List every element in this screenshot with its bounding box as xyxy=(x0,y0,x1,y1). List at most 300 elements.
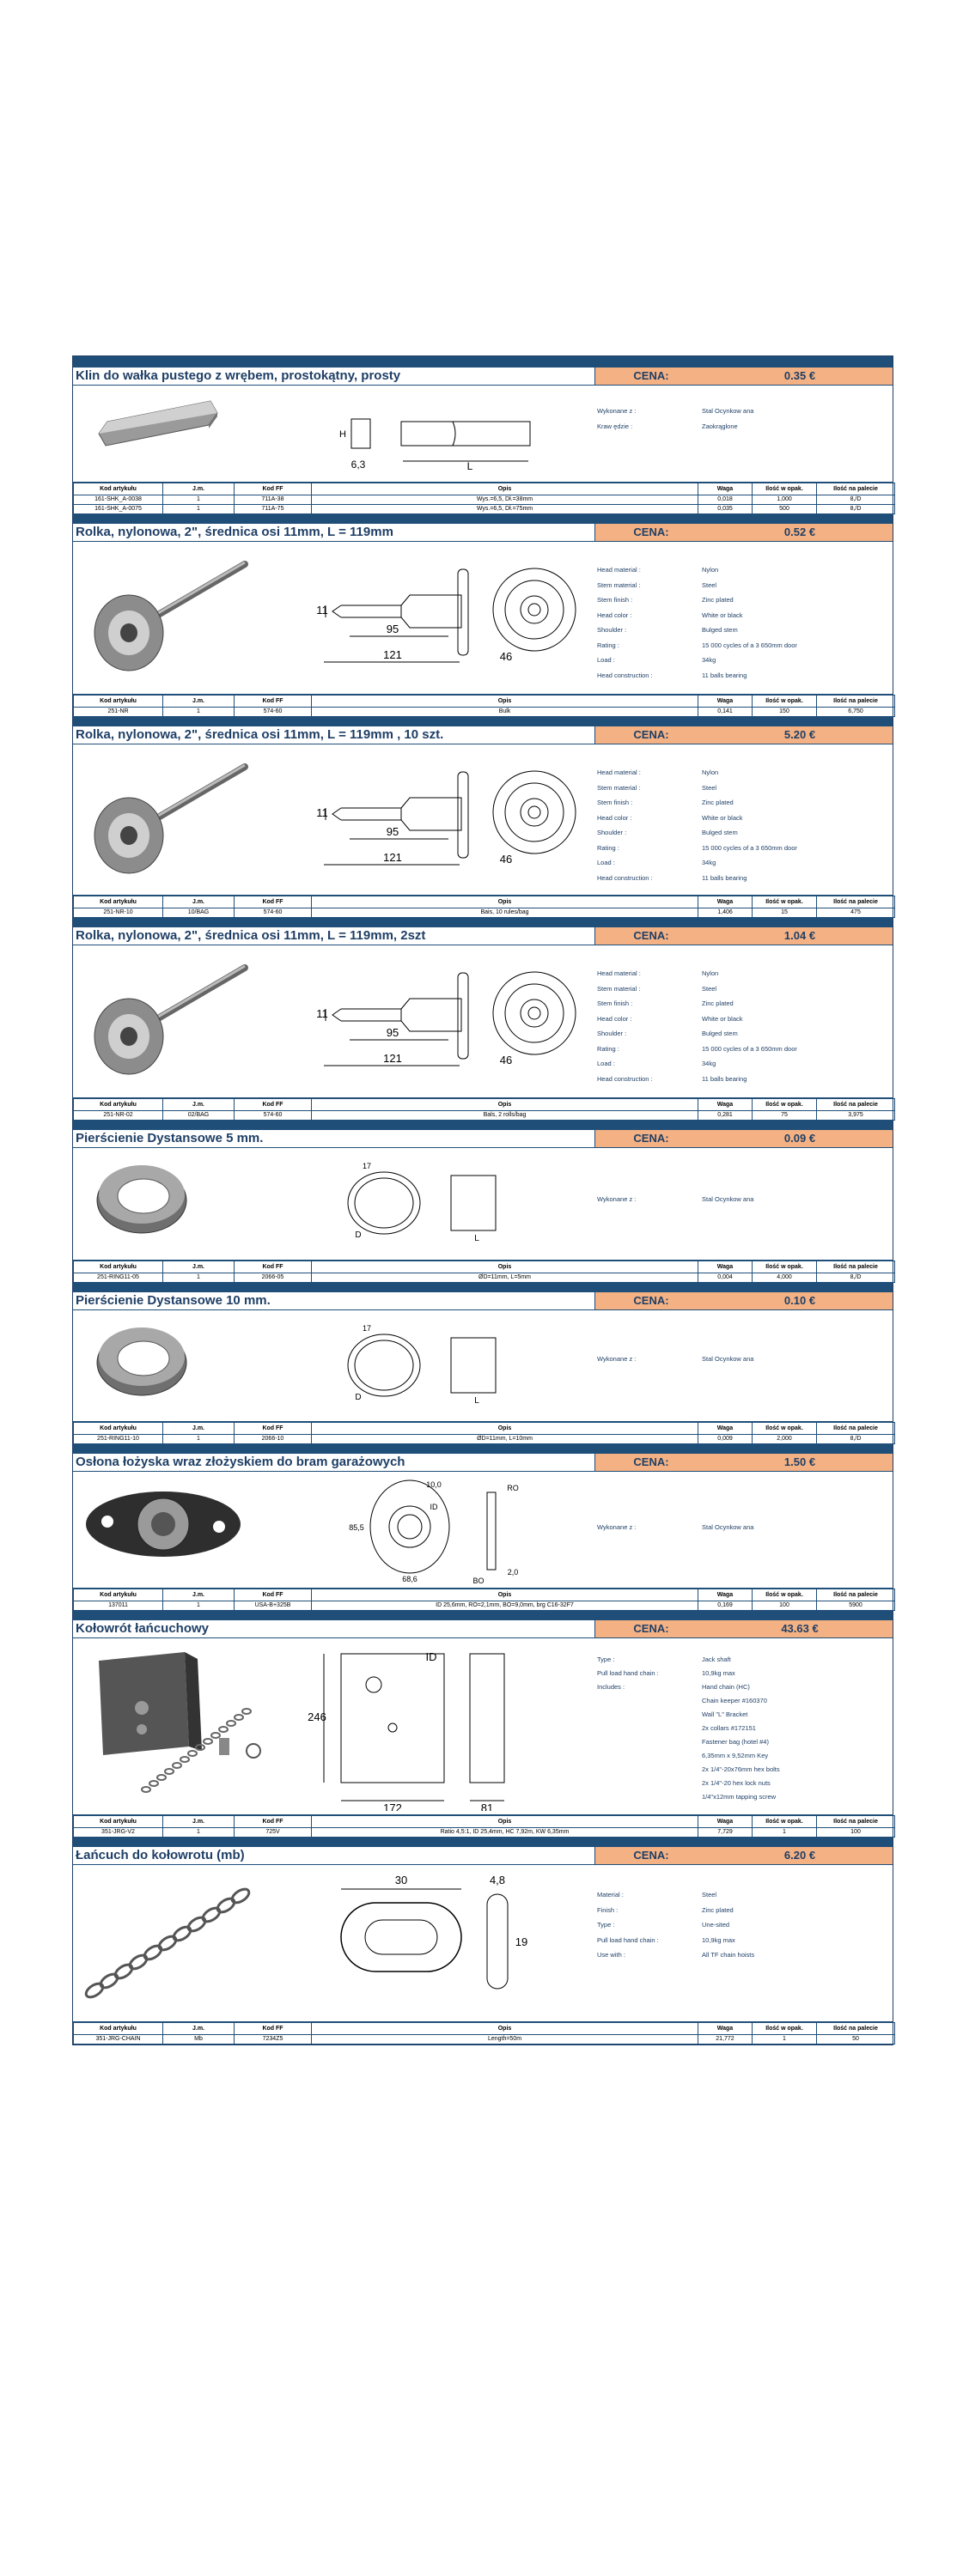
spec-value: Nylon xyxy=(702,969,719,977)
cell-paleta: 100 xyxy=(817,1828,895,1838)
cell-waga: 0,281 xyxy=(698,1111,753,1121)
cell-jm: 1 xyxy=(163,495,235,505)
spec-value: Steel xyxy=(702,580,717,589)
cell-kod: 351-JRG-V2 xyxy=(74,1828,163,1838)
column-header-ff: Kod FF xyxy=(235,1261,312,1273)
price-value: 0.35 € xyxy=(707,368,893,385)
column-header-paleta: Ilość na palecie xyxy=(817,896,895,908)
spec-value: 2x 1/4"-20x76mm hex bolts xyxy=(702,1765,780,1773)
column-header-waga: Waga xyxy=(698,896,753,908)
dimension-label-10: 10,0 xyxy=(426,1480,442,1489)
cell-waga: 0,141 xyxy=(698,708,753,717)
cell-kod: 251-RING11-05 xyxy=(74,1273,163,1283)
column-header-opis: Opis xyxy=(312,1589,698,1601)
cell-waga: 21,772 xyxy=(698,2035,753,2044)
cell-opis: Wys.=6,5, Dł.=75mm xyxy=(312,505,698,514)
table-row xyxy=(74,505,895,514)
dimension-label-121: 121 xyxy=(383,648,402,661)
cell-opis: Bais, 10 rules/bag xyxy=(312,908,698,918)
product-photo xyxy=(82,547,305,689)
dimension-label-length: L xyxy=(466,460,473,472)
column-header-jm: J.m. xyxy=(163,1423,235,1435)
product-header xyxy=(73,1291,893,1310)
product-body xyxy=(73,1638,893,1815)
cell-kod: 137011 xyxy=(74,1601,163,1611)
table-header-row xyxy=(74,1423,895,1435)
cell-ff: 574-60 xyxy=(235,908,312,918)
dimension-label-depth: 81 xyxy=(480,1801,494,1811)
cell-jm: 1 xyxy=(163,505,235,514)
cell-opis: ØD=11mm, L=10mm xyxy=(312,1435,698,1444)
spec-key: Rating : xyxy=(597,1044,619,1053)
technical-drawing xyxy=(307,545,582,690)
cell-opak: 500 xyxy=(753,505,817,514)
spec-value: Nylon xyxy=(702,769,719,776)
cell-ff: 574-60 xyxy=(235,1111,312,1121)
table-header-row xyxy=(74,896,895,908)
technical-drawing xyxy=(307,1642,582,1811)
spec-value: 15 000 cycles of a 3 650mm door xyxy=(702,1044,797,1053)
column-header-kod: Kod artykułu xyxy=(74,483,163,495)
price-label: CENA: xyxy=(594,1620,707,1637)
table-header-row xyxy=(74,1261,895,1273)
spec-value: Zinc plated xyxy=(702,1905,734,1914)
table-row xyxy=(74,1435,895,1444)
cell-opis: Bals, 2 rolls/bag xyxy=(312,1111,698,1121)
spec-value: Une-sited xyxy=(702,1921,730,1929)
column-header-jm: J.m. xyxy=(163,483,235,495)
spec-key: Wykonane z : xyxy=(597,407,637,415)
column-header-waga: Waga xyxy=(698,2023,753,2035)
table-row xyxy=(74,1273,895,1283)
spec-value: White or black xyxy=(702,1014,743,1023)
spec-key: Head construction : xyxy=(597,873,653,882)
spec-value: Stal Ocynkow ana xyxy=(702,1195,754,1203)
spec-key: Use with : xyxy=(597,1951,625,1959)
dimension-label-l: L xyxy=(474,1234,479,1243)
column-header-paleta: Ilość na palecie xyxy=(817,1261,895,1273)
column-header-opis: Opis xyxy=(312,2023,698,2035)
spec-value: Steel xyxy=(702,984,717,993)
spec-key: Stem finish : xyxy=(597,596,633,604)
product-table xyxy=(73,1815,895,1838)
product-table xyxy=(73,1589,895,1611)
column-header-jm: J.m. xyxy=(163,896,235,908)
spec-value: Bulged stem xyxy=(702,1030,738,1037)
product-table xyxy=(73,1422,895,1444)
table-header-row xyxy=(74,1816,895,1828)
spec-key: Rating : xyxy=(597,641,619,649)
product-photo xyxy=(82,1153,305,1255)
table-header-row xyxy=(74,1099,895,1111)
cell-waga: 0,035 xyxy=(698,505,753,514)
price-label: CENA: xyxy=(594,368,707,385)
spec-key: Load : xyxy=(597,859,615,866)
cell-kod: 251-NR-02 xyxy=(74,1111,163,1121)
spec-value: Zinc plated xyxy=(702,799,734,806)
column-header-opak: Ilość w opak. xyxy=(753,483,817,495)
cell-opak: 2,000 xyxy=(753,1435,817,1444)
spec-key: Head construction : xyxy=(597,1074,653,1083)
column-header-ff: Kod FF xyxy=(235,896,312,908)
product-title: Osłona łożyska wraz złożyskiem do bram garażowych xyxy=(73,1454,594,1471)
dimension-label-id: ID xyxy=(425,1650,437,1663)
spec-key: Stem finish : xyxy=(597,799,633,806)
price-value: 43.63 € xyxy=(707,1620,893,1637)
column-header-kod: Kod artykułu xyxy=(74,2023,163,2035)
price-value: 1.04 € xyxy=(707,927,893,945)
cell-ff: 725V xyxy=(235,1828,312,1838)
column-header-ff: Kod FF xyxy=(235,483,312,495)
column-header-waga: Waga xyxy=(698,483,753,495)
product-photo xyxy=(82,951,305,1092)
column-header-kod: Kod artykułu xyxy=(74,696,163,708)
section-separator xyxy=(73,1283,893,1291)
product-header xyxy=(73,1129,893,1148)
product-header xyxy=(73,523,893,542)
column-header-waga: Waga xyxy=(698,1816,753,1828)
cell-waga: 0,169 xyxy=(698,1601,753,1611)
technical-drawing xyxy=(307,748,582,891)
spec-key: Shoulder : xyxy=(597,626,627,634)
cell-paleta: 8,/D xyxy=(817,505,895,514)
column-header-opis: Opis xyxy=(312,696,698,708)
section-separator xyxy=(73,1611,893,1619)
dimension-label-diameter-46: 46 xyxy=(499,650,513,663)
dimension-label-h: H xyxy=(339,429,346,440)
cell-kod: 251-RING11-10 xyxy=(74,1435,163,1444)
dimension-label-17: 17 xyxy=(362,1162,372,1170)
dimension-label-bo: BO xyxy=(472,1577,485,1584)
cell-opis: ØD=11mm, L=5mm xyxy=(312,1273,698,1283)
spec-key: Head color : xyxy=(597,813,632,822)
dimension-label-id: ID xyxy=(430,1503,438,1511)
spec-key: Head material : xyxy=(597,566,641,574)
column-header-waga: Waga xyxy=(698,1261,753,1273)
cell-ff: 7234Z5 xyxy=(235,2035,312,2044)
column-header-kod: Kod artykułu xyxy=(74,1816,163,1828)
column-header-opis: Opis xyxy=(312,1816,698,1828)
spec-value: Nylon xyxy=(702,566,719,574)
spec-key: Material : xyxy=(597,1891,624,1899)
column-header-paleta: Ilość na palecie xyxy=(817,483,895,495)
cell-paleta: 475 xyxy=(817,908,895,918)
product-title: Pierścienie Dystansowe 5 mm. xyxy=(73,1130,594,1147)
column-header-waga: Waga xyxy=(698,696,753,708)
cell-paleta: 5900 xyxy=(817,1601,895,1611)
spec-value: Zaokrąglone xyxy=(702,422,738,430)
product-body xyxy=(73,1472,893,1589)
cell-ff: 711A-75 xyxy=(235,505,312,514)
dimension-label-d: D xyxy=(355,1230,362,1240)
dimension-label-height: 246 xyxy=(308,1710,326,1723)
spec-key: Shoulder : xyxy=(597,829,627,836)
column-header-opak: Ilość w opak. xyxy=(753,1423,817,1435)
column-header-kod: Kod artykułu xyxy=(74,1423,163,1435)
spec-key: Wykonane z : xyxy=(597,1523,637,1531)
table-header-row xyxy=(74,696,895,708)
cell-jm: 1 xyxy=(163,1828,235,1838)
technical-drawing xyxy=(307,1475,582,1584)
price-label: CENA: xyxy=(594,1292,707,1309)
spec-value: Stal Ocynkow ana xyxy=(702,1523,754,1531)
price-label: CENA: xyxy=(594,726,707,744)
dimension-label-ro: RO xyxy=(507,1484,519,1492)
dimension-label-95: 95 xyxy=(386,623,399,635)
spec-value: 11 balls bearing xyxy=(702,671,747,679)
spec-value: White or black xyxy=(702,611,743,619)
cell-opak: 75 xyxy=(753,1111,817,1121)
column-header-kod: Kod artykułu xyxy=(74,1261,163,1273)
dimension-label-121: 121 xyxy=(383,851,402,864)
column-header-jm: J.m. xyxy=(163,1261,235,1273)
column-header-paleta: Ilość na palecie xyxy=(817,1589,895,1601)
cell-ff: 2066-05 xyxy=(235,1273,312,1283)
spec-value: 2x 1/4"-20 hex lock nuts xyxy=(702,1779,771,1787)
product-photo xyxy=(82,391,305,477)
product-title: Rolka, nylonowa, 2", średnica osi 11mm, L = 119mm, 2szt xyxy=(73,927,594,945)
column-header-ff: Kod FF xyxy=(235,696,312,708)
product-title: Łańcuch do kołowrotu (mb) xyxy=(73,1847,594,1864)
product-header xyxy=(73,367,893,386)
spec-value: 6,35mm x 9,52mm Key xyxy=(702,1752,769,1759)
product-table xyxy=(73,1261,895,1283)
cell-paleta: 3,975 xyxy=(817,1111,895,1121)
cell-kod: 251-NR xyxy=(74,708,163,717)
dimension-label-diameter-axle: 11 xyxy=(316,806,328,819)
cell-jm: 1 xyxy=(163,1435,235,1444)
dimension-label-68: 68,6 xyxy=(402,1575,418,1583)
dimension-label-width: 172 xyxy=(383,1801,402,1811)
column-header-opak: Ilość w opak. xyxy=(753,1816,817,1828)
section-separator xyxy=(73,717,893,726)
spec-value: 2x collars #172151 xyxy=(702,1724,756,1732)
column-header-waga: Waga xyxy=(698,1589,753,1601)
column-header-opis: Opis xyxy=(312,896,698,908)
cell-jm: 02/BAG xyxy=(163,1111,235,1121)
column-header-waga: Waga xyxy=(698,1423,753,1435)
spec-value: Wall "L" Bracket xyxy=(702,1710,748,1718)
spec-key: Includes : xyxy=(597,1683,625,1691)
table-row xyxy=(74,1828,895,1838)
dimension-label-95: 95 xyxy=(386,1026,399,1039)
cell-paleta: 6,750 xyxy=(817,708,895,717)
spec-value: 10,9kg max xyxy=(702,1669,735,1677)
product-table xyxy=(73,2022,895,2044)
technical-drawing xyxy=(307,389,582,478)
spec-value: Chain keeper #160370 xyxy=(702,1697,767,1704)
product-header xyxy=(73,726,893,744)
column-header-waga: Waga xyxy=(698,1099,753,1111)
cell-waga: 0,009 xyxy=(698,1435,753,1444)
column-header-opak: Ilość w opak. xyxy=(753,1589,817,1601)
cell-jm: Mb xyxy=(163,2035,235,2044)
spec-key: Head material : xyxy=(597,769,641,776)
dimension-label-19: 19 xyxy=(515,1935,528,1948)
product-table xyxy=(73,695,895,717)
price-value: 6.20 € xyxy=(707,1847,893,1864)
spec-value: Jack shaft xyxy=(702,1656,731,1663)
product-body xyxy=(73,1310,893,1422)
product-photo xyxy=(82,1477,305,1583)
product-title: Pierścienie Dystansowe 10 mm. xyxy=(73,1292,594,1309)
spec-value: 34kg xyxy=(702,1060,716,1067)
cell-paleta: 8,/D xyxy=(817,1273,895,1283)
spec-key: Stem material : xyxy=(597,984,641,993)
spec-key: Head color : xyxy=(597,1014,632,1023)
column-header-jm: J.m. xyxy=(163,1816,235,1828)
column-header-paleta: Ilość na palecie xyxy=(817,1816,895,1828)
column-header-opis: Opis xyxy=(312,483,698,495)
spec-value: White or black xyxy=(702,813,743,822)
spec-value: Hand chain (HC) xyxy=(702,1683,750,1691)
product-photo xyxy=(82,1643,305,1809)
cell-waga: 0,018 xyxy=(698,495,753,505)
product-photo xyxy=(82,750,305,890)
spec-value: Bulged stem xyxy=(702,829,738,836)
section-separator xyxy=(73,1444,893,1453)
price-value: 0.09 € xyxy=(707,1130,893,1147)
column-header-opak: Ilość w opak. xyxy=(753,2023,817,2035)
dimension-label-diameter-axle: 11 xyxy=(316,1007,328,1020)
column-header-jm: J.m. xyxy=(163,1589,235,1601)
spec-value: 11 balls bearing xyxy=(702,1074,747,1083)
column-header-paleta: Ilość na palecie xyxy=(817,1423,895,1435)
spec-value: 11 balls bearing xyxy=(702,873,747,882)
spec-key: Wykonane z : xyxy=(597,1355,637,1363)
technical-drawing xyxy=(307,1314,582,1418)
spec-value: Zinc plated xyxy=(702,596,734,604)
spec-value: 1/4"x12mm tapping screw xyxy=(702,1793,777,1801)
cell-ff: 711A-38 xyxy=(235,495,312,505)
column-header-paleta: Ilość na palecie xyxy=(817,696,895,708)
spec-key: Load : xyxy=(597,1060,615,1067)
product-header xyxy=(73,1453,893,1472)
product-header xyxy=(73,927,893,945)
spec-value: 34kg xyxy=(702,859,716,866)
cell-opak: 15 xyxy=(753,908,817,918)
dimension-label-17: 17 xyxy=(362,1324,372,1333)
product-body xyxy=(73,1148,893,1261)
spec-key: Head material : xyxy=(597,969,641,977)
cell-paleta: 8,/D xyxy=(817,495,895,505)
cell-paleta: 8,/D xyxy=(817,1435,895,1444)
price-value: 5.20 € xyxy=(707,726,893,744)
cell-paleta: 50 xyxy=(817,2035,895,2044)
spec-key: Pull load hand chain : xyxy=(597,1669,659,1677)
spec-value: Steel xyxy=(702,1891,717,1899)
table-row xyxy=(74,2035,895,2044)
column-header-opak: Ilość w opak. xyxy=(753,1099,817,1111)
dimension-label-85: 85,5 xyxy=(349,1523,364,1532)
cell-jm: 1 xyxy=(163,708,235,717)
dimension-label-2: 2,0 xyxy=(507,1568,519,1577)
product-body xyxy=(73,945,893,1098)
spec-key: Type : xyxy=(597,1656,615,1663)
spec-value: 15 000 cycles of a 3 650mm door xyxy=(702,641,797,649)
column-header-jm: J.m. xyxy=(163,1099,235,1111)
table-row xyxy=(74,1111,895,1121)
cell-opak: 1 xyxy=(753,1828,817,1838)
table-header-row xyxy=(74,483,895,495)
product-table xyxy=(73,1098,895,1121)
cell-jm: 1 xyxy=(163,1273,235,1283)
column-header-opis: Opis xyxy=(312,1423,698,1435)
product-body xyxy=(73,542,893,695)
table-row xyxy=(74,708,895,717)
cell-opis: Length=50m xyxy=(312,2035,698,2044)
cell-kod: 251-NR-10 xyxy=(74,908,163,918)
spec-key: Stem finish : xyxy=(597,999,633,1007)
spec-key: Shoulder : xyxy=(597,1030,627,1037)
dimension-label-4-8: 4,8 xyxy=(489,1874,506,1886)
dimension-label-30: 30 xyxy=(394,1874,408,1886)
product-title: Kołowrót łańcuchowy xyxy=(73,1620,594,1637)
column-header-paleta: Ilość na palecie xyxy=(817,1099,895,1111)
spec-value: 15 000 cycles of a 3 650mm door xyxy=(702,843,797,852)
product-title: Rolka, nylonowa, 2", średnica osi 11mm, L = 119mm , 10 szt. xyxy=(73,726,594,744)
cell-opak: 1 xyxy=(753,2035,817,2044)
product-body xyxy=(73,386,893,483)
dimension-label-diameter-axle: 11 xyxy=(316,604,328,617)
cell-opis: Bulk xyxy=(312,708,698,717)
price-label: CENA: xyxy=(594,1130,707,1147)
cell-jm: 1 xyxy=(163,1601,235,1611)
dimension-label-d: D xyxy=(355,1393,362,1402)
column-header-kod: Kod artykułu xyxy=(74,1099,163,1111)
price-label: CENA: xyxy=(594,1454,707,1471)
spec-key: Head color : xyxy=(597,611,632,619)
technical-drawing xyxy=(307,1868,582,2018)
cell-opis: Ratio 4,5:1, ID 25,4mm, HC 7,92m, KW 6,35mm xyxy=(312,1828,698,1838)
spec-key: Stem material : xyxy=(597,580,641,589)
spec-value: Zinc plated xyxy=(702,999,734,1007)
price-value: 1.50 € xyxy=(707,1454,893,1471)
column-header-ff: Kod FF xyxy=(235,1816,312,1828)
spec-value: Stal Ocynkow ana xyxy=(702,407,754,415)
cell-opis: Wys.=6,5, Dł.=38mm xyxy=(312,495,698,505)
dimension-label-diameter-46: 46 xyxy=(499,1054,513,1066)
dimension-label-95: 95 xyxy=(386,825,399,838)
spec-value: All TF chain hoists xyxy=(702,1951,755,1959)
spec-key: Finish : xyxy=(597,1905,619,1914)
spec-value: 34kg xyxy=(702,656,716,664)
spec-key: Stem material : xyxy=(597,783,641,792)
column-header-opak: Ilość w opak. xyxy=(753,696,817,708)
price-label: CENA: xyxy=(594,927,707,945)
product-photo xyxy=(82,1315,305,1416)
product-title: Rolka, nylonowa, 2", średnica osi 11mm, L = 119mm xyxy=(73,524,594,541)
technical-drawing xyxy=(307,949,582,1094)
cell-opak: 4,000 xyxy=(753,1273,817,1283)
column-header-opis: Opis xyxy=(312,1261,698,1273)
product-header xyxy=(73,1619,893,1638)
product-photo xyxy=(82,1870,305,2016)
cell-jm: 10/BAG xyxy=(163,908,235,918)
column-header-opak: Ilość w opak. xyxy=(753,896,817,908)
cell-kod: 161-SHK_A-0038 xyxy=(74,495,163,505)
cell-ff: 2066-10 xyxy=(235,1435,312,1444)
spec-key: Rating : xyxy=(597,843,619,852)
cell-kod: 351-JRG-CHAIN xyxy=(74,2035,163,2044)
column-header-ff: Kod FF xyxy=(235,1099,312,1111)
price-value: 0.52 € xyxy=(707,524,893,541)
cell-waga: 1,406 xyxy=(698,908,753,918)
cell-opis: ID 25,6mm, RO=2,1mm, BO=9,0mm, brg C16-32F7 xyxy=(312,1601,698,1611)
product-body xyxy=(73,1865,893,2022)
section-separator xyxy=(73,1838,893,1846)
column-header-jm: J.m. xyxy=(163,2023,235,2035)
